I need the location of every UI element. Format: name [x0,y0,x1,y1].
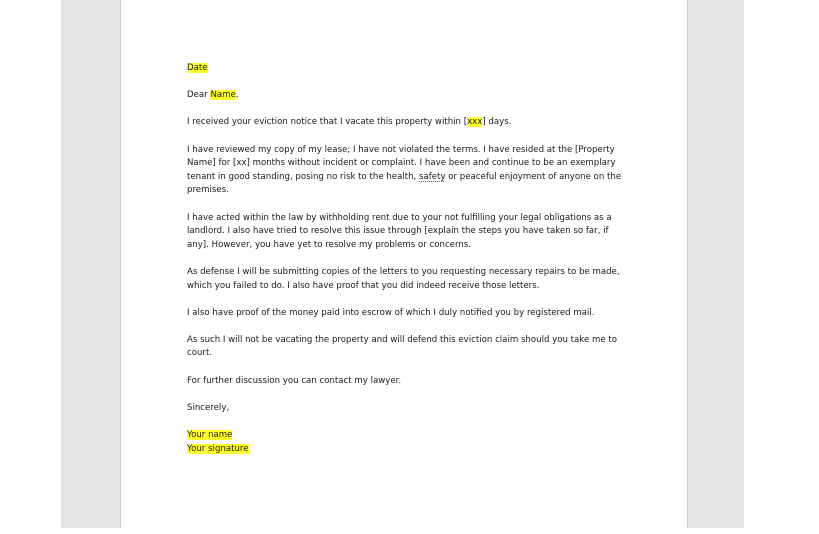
your-name-placeholder: Your name [187,430,233,441]
document-page[interactable] [120,0,688,528]
letter-body[interactable] [187,62,627,456]
paragraph-defense: As defense I will be submitting copies of the letters to you requesting necessary repairs to be made, which you failed to do. I also have proof that you did indeed receive those letters. [187,266,620,291]
paragraph-withholding: I have acted within the law by withholding rent due to your not fulfilling your legal obligations as a landlord. I also have tried to resolve this issue through [explain the steps you have taken so far, if any]. However, you have yet to resolve my problems or concerns. [187,212,612,250]
signoff-name-line [187,429,627,443]
paragraph-lease: I have reviewed my copy of my lease; I have not violated the terms. I have resided at the [Property Name] for [xx] months without incident or complaint. I have been and continue to be an exemplary tenant in good standing, posing no risk to the health, safety or peaceful enjoyment of anyone on the premises. [187,144,622,196]
paragraph-notice: I received your eviction notice that I vacate this property within [xxx] days. [187,117,512,128]
spellcheck-flagged-word[interactable]: safety [419,171,446,182]
days-placeholder: xxx [467,117,483,128]
paragraph-not-vacating: As such I will not be vacating the property and will defend this eviction claim should you take me to court. [187,334,618,359]
closing: Sincerely, [187,402,230,413]
date-line [187,62,627,76]
paragraph-lawyer: For further discussion you can contact my lawyer. [187,375,402,386]
name-placeholder: Name [210,90,236,101]
date-placeholder: Date [187,63,208,73]
paragraph-escrow: I also have proof of the money paid into escrow of which I duly notified you by registered mail. [187,307,595,318]
signoff-signature-line [187,443,627,457]
salutation: Dear Name, [187,90,239,101]
your-signature-placeholder: Your signature [187,443,249,454]
